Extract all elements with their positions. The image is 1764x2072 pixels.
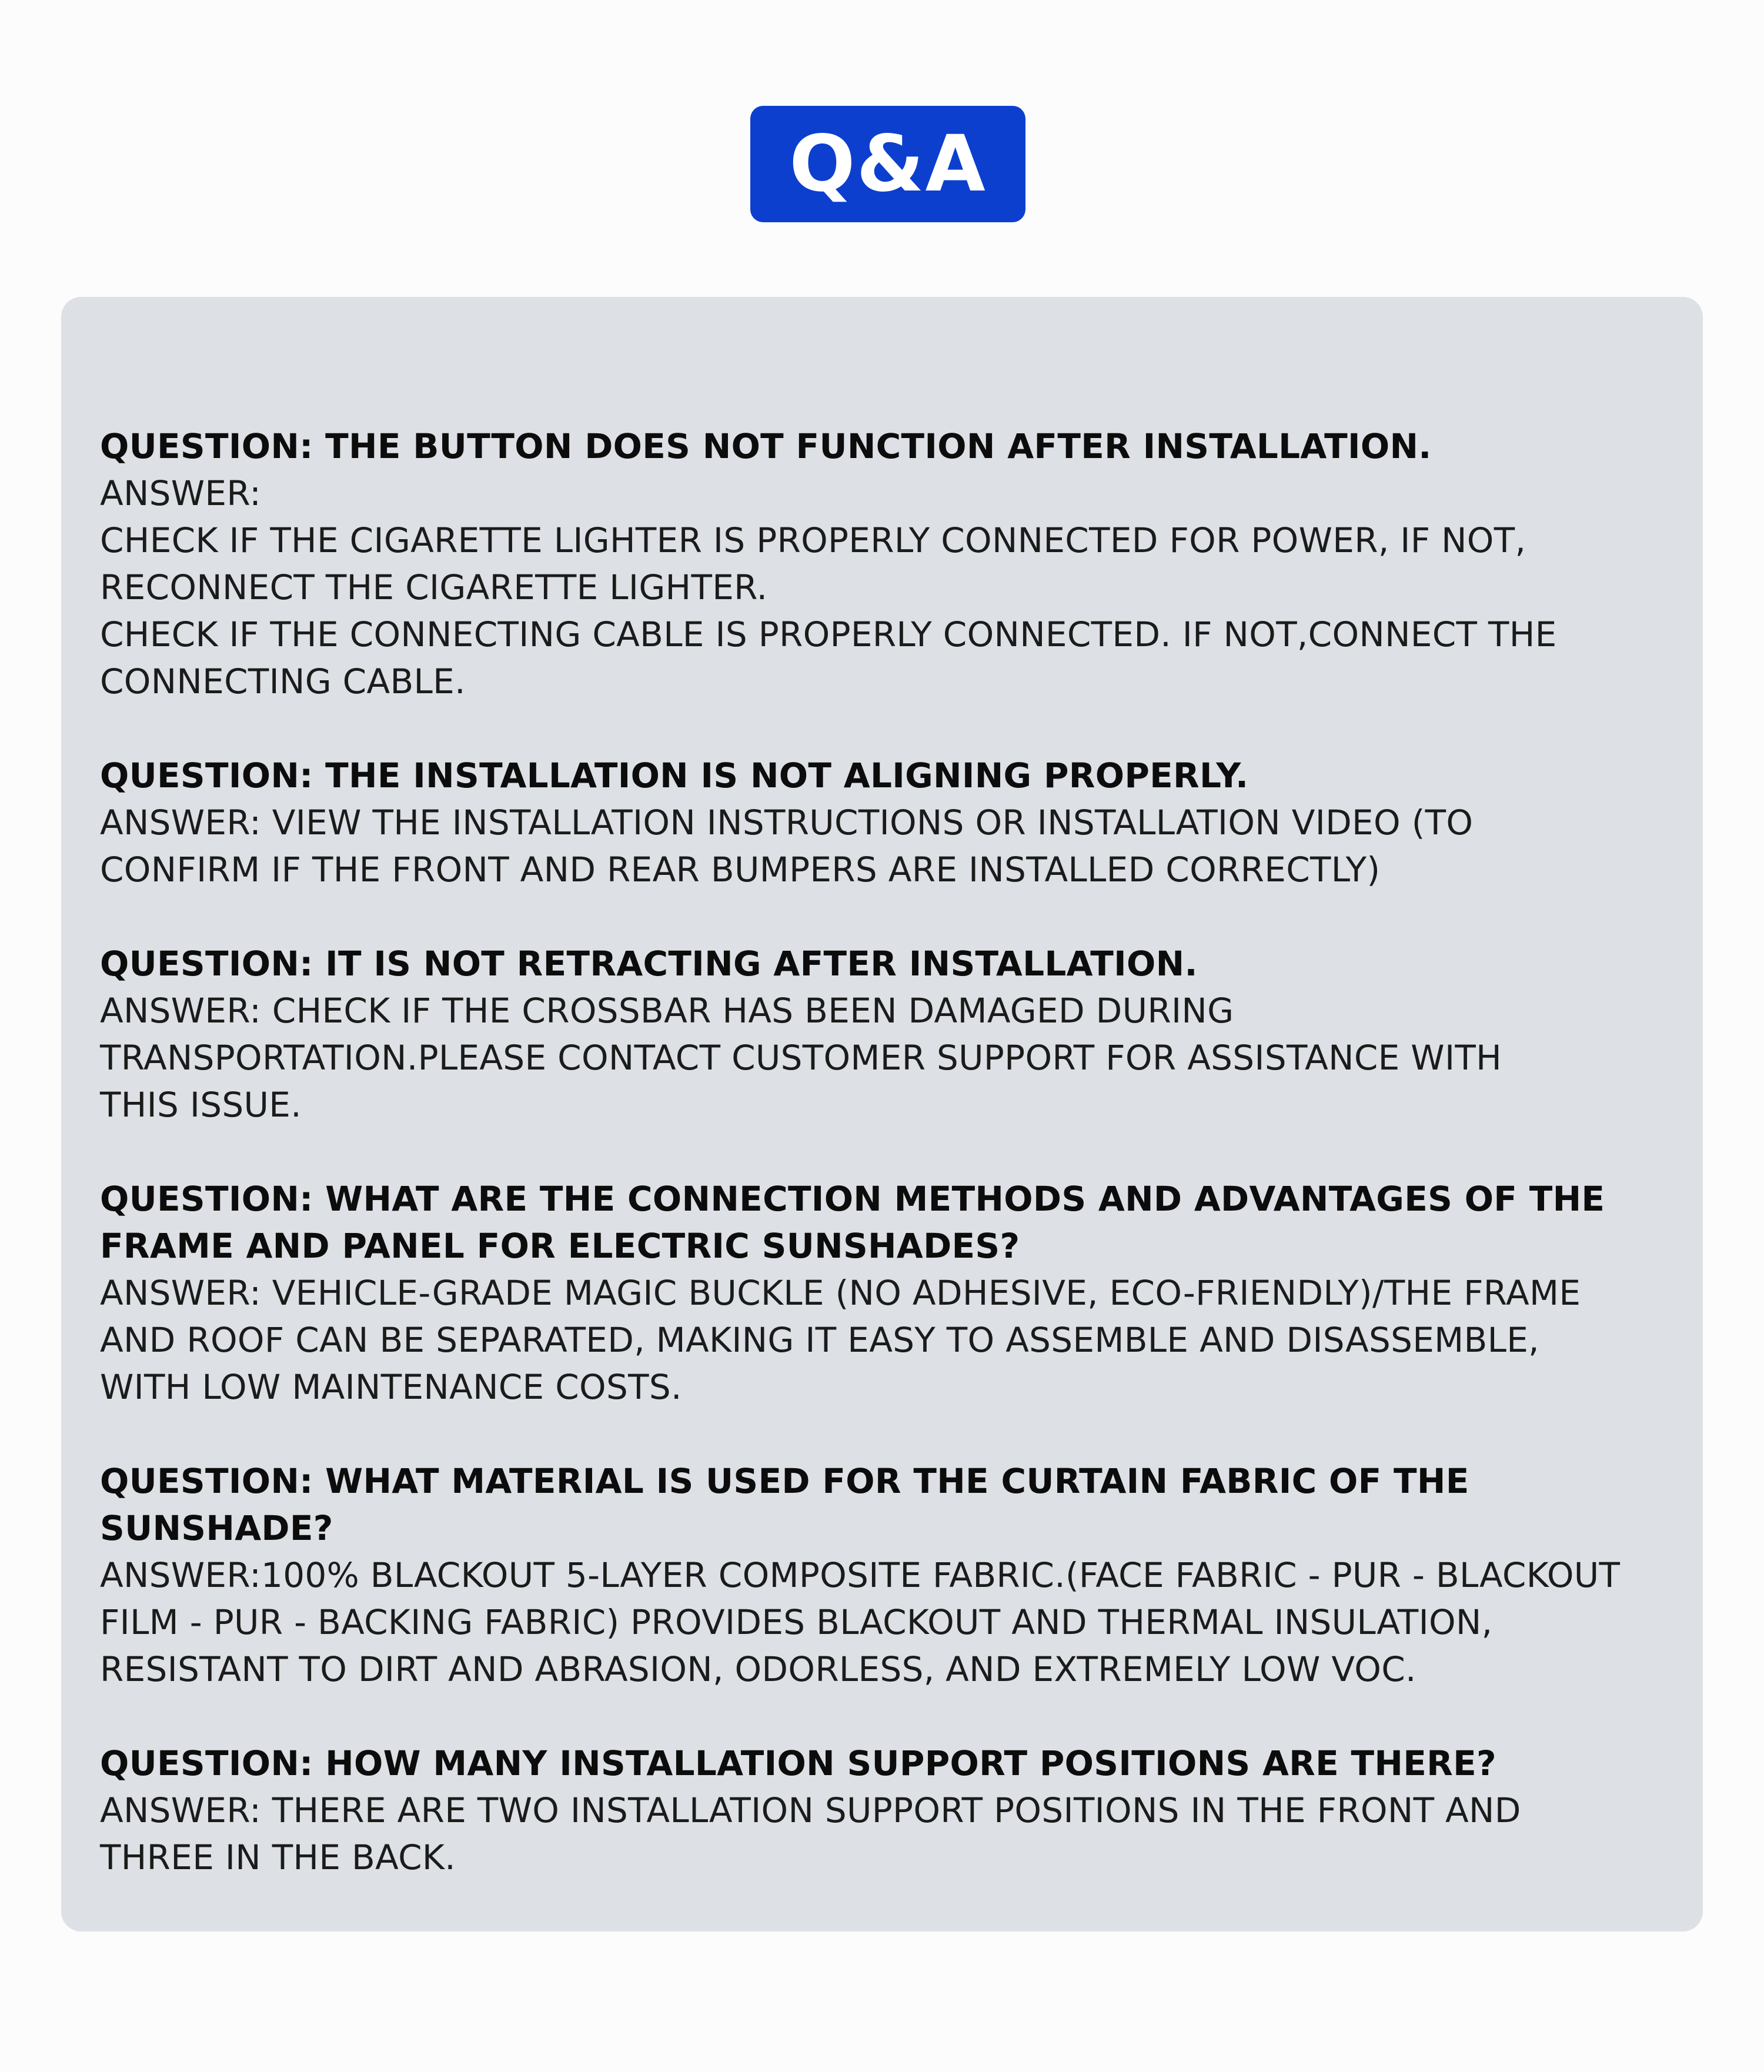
faq-answer-line: WITH LOW MAINTENANCE COSTS. bbox=[100, 1367, 682, 1407]
faq-answer-line: CONNECTING CABLE. bbox=[100, 661, 466, 701]
faq-answer-line: THREE IN THE BACK. bbox=[100, 1837, 456, 1877]
qa-title-badge: Q&A bbox=[750, 106, 1025, 222]
faq-question: QUESTION: WHAT MATERIAL IS USED FOR THE CURTAIN FABRIC OF THE bbox=[100, 1461, 1469, 1501]
faq-question: QUESTION: THE BUTTON DOES NOT FUNCTION AFTER INSTALLATION. bbox=[100, 426, 1432, 466]
faq-answer-line: CHECK IF THE CIGARETTE LIGHTER IS PROPERLY CONNECTED FOR POWER, IF NOT, bbox=[100, 520, 1526, 560]
faq-panel bbox=[61, 297, 1703, 1931]
faq-question: QUESTION: HOW MANY INSTALLATION SUPPORT POSITIONS ARE THERE? bbox=[100, 1743, 1496, 1783]
faq-answer-line: ANSWER: CHECK IF THE CROSSBAR HAS BEEN DAMAGED DURING bbox=[100, 991, 1234, 1031]
faq-question: SUNSHADE? bbox=[100, 1508, 333, 1548]
faq-answer-line: ANSWER:100% BLACKOUT 5-LAYER COMPOSITE FABRIC.(FACE FABRIC - PUR - BLACKOUT bbox=[100, 1555, 1621, 1595]
faq-question: QUESTION: WHAT ARE THE CONNECTION METHODS AND ADVANTAGES OF THE bbox=[100, 1179, 1605, 1219]
faq-answer-line: RECONNECT THE CIGARETTE LIGHTER. bbox=[100, 567, 768, 607]
faq-item-support-positions bbox=[100, 1740, 1668, 1881]
faq-answer-line: TRANSPORTATION.PLEASE CONTACT CUSTOMER SUPPORT FOR ASSISTANCE WITH bbox=[100, 1038, 1502, 1078]
faq-answer-line: CHECK IF THE CONNECTING CABLE IS PROPERLY CONNECTED. IF NOT,CONNECT THE bbox=[100, 614, 1557, 654]
faq-answer-line: CONFIRM IF THE FRONT AND REAR BUMPERS ARE INSTALLED CORRECTLY) bbox=[100, 850, 1381, 890]
faq-answer-line: AND ROOF CAN BE SEPARATED, MAKING IT EASY TO ASSEMBLE AND DISASSEMBLE, bbox=[100, 1320, 1539, 1360]
faq-answer-line: RESISTANT TO DIRT AND ABRASION, ODORLESS, AND EXTREMELY LOW VOC. bbox=[100, 1649, 1416, 1689]
faq-question: QUESTION: IT IS NOT RETRACTING AFTER INSTALLATION. bbox=[100, 944, 1198, 984]
faq-answer-line: THIS ISSUE. bbox=[100, 1085, 302, 1125]
faq-item-not-aligning bbox=[100, 752, 1668, 893]
faq-item-connection-methods bbox=[100, 1175, 1668, 1411]
faq-answer-line: ANSWER: bbox=[100, 473, 262, 513]
faq-item-button-not-function bbox=[100, 423, 1668, 705]
faq-question: QUESTION: THE INSTALLATION IS NOT ALIGNING PROPERLY. bbox=[100, 756, 1249, 796]
faq-question: FRAME AND PANEL FOR ELECTRIC SUNSHADES? bbox=[100, 1226, 1020, 1266]
faq-answer-line: FILM - PUR - BACKING FABRIC) PROVIDES BLACKOUT AND THERMAL INSULATION, bbox=[100, 1602, 1493, 1642]
faq-answer-line: ANSWER: THERE ARE TWO INSTALLATION SUPPORT POSITIONS IN THE FRONT AND bbox=[100, 1790, 1521, 1830]
faq-item-curtain-fabric bbox=[100, 1458, 1668, 1693]
faq-answer-line: ANSWER: VIEW THE INSTALLATION INSTRUCTIONS OR INSTALLATION VIDEO (TO bbox=[100, 803, 1474, 843]
faq-answer-line: ANSWER: VEHICLE-GRADE MAGIC BUCKLE (NO ADHESIVE, ECO-FRIENDLY)/THE FRAME bbox=[100, 1273, 1581, 1313]
faq-item-not-retracting bbox=[100, 940, 1668, 1128]
